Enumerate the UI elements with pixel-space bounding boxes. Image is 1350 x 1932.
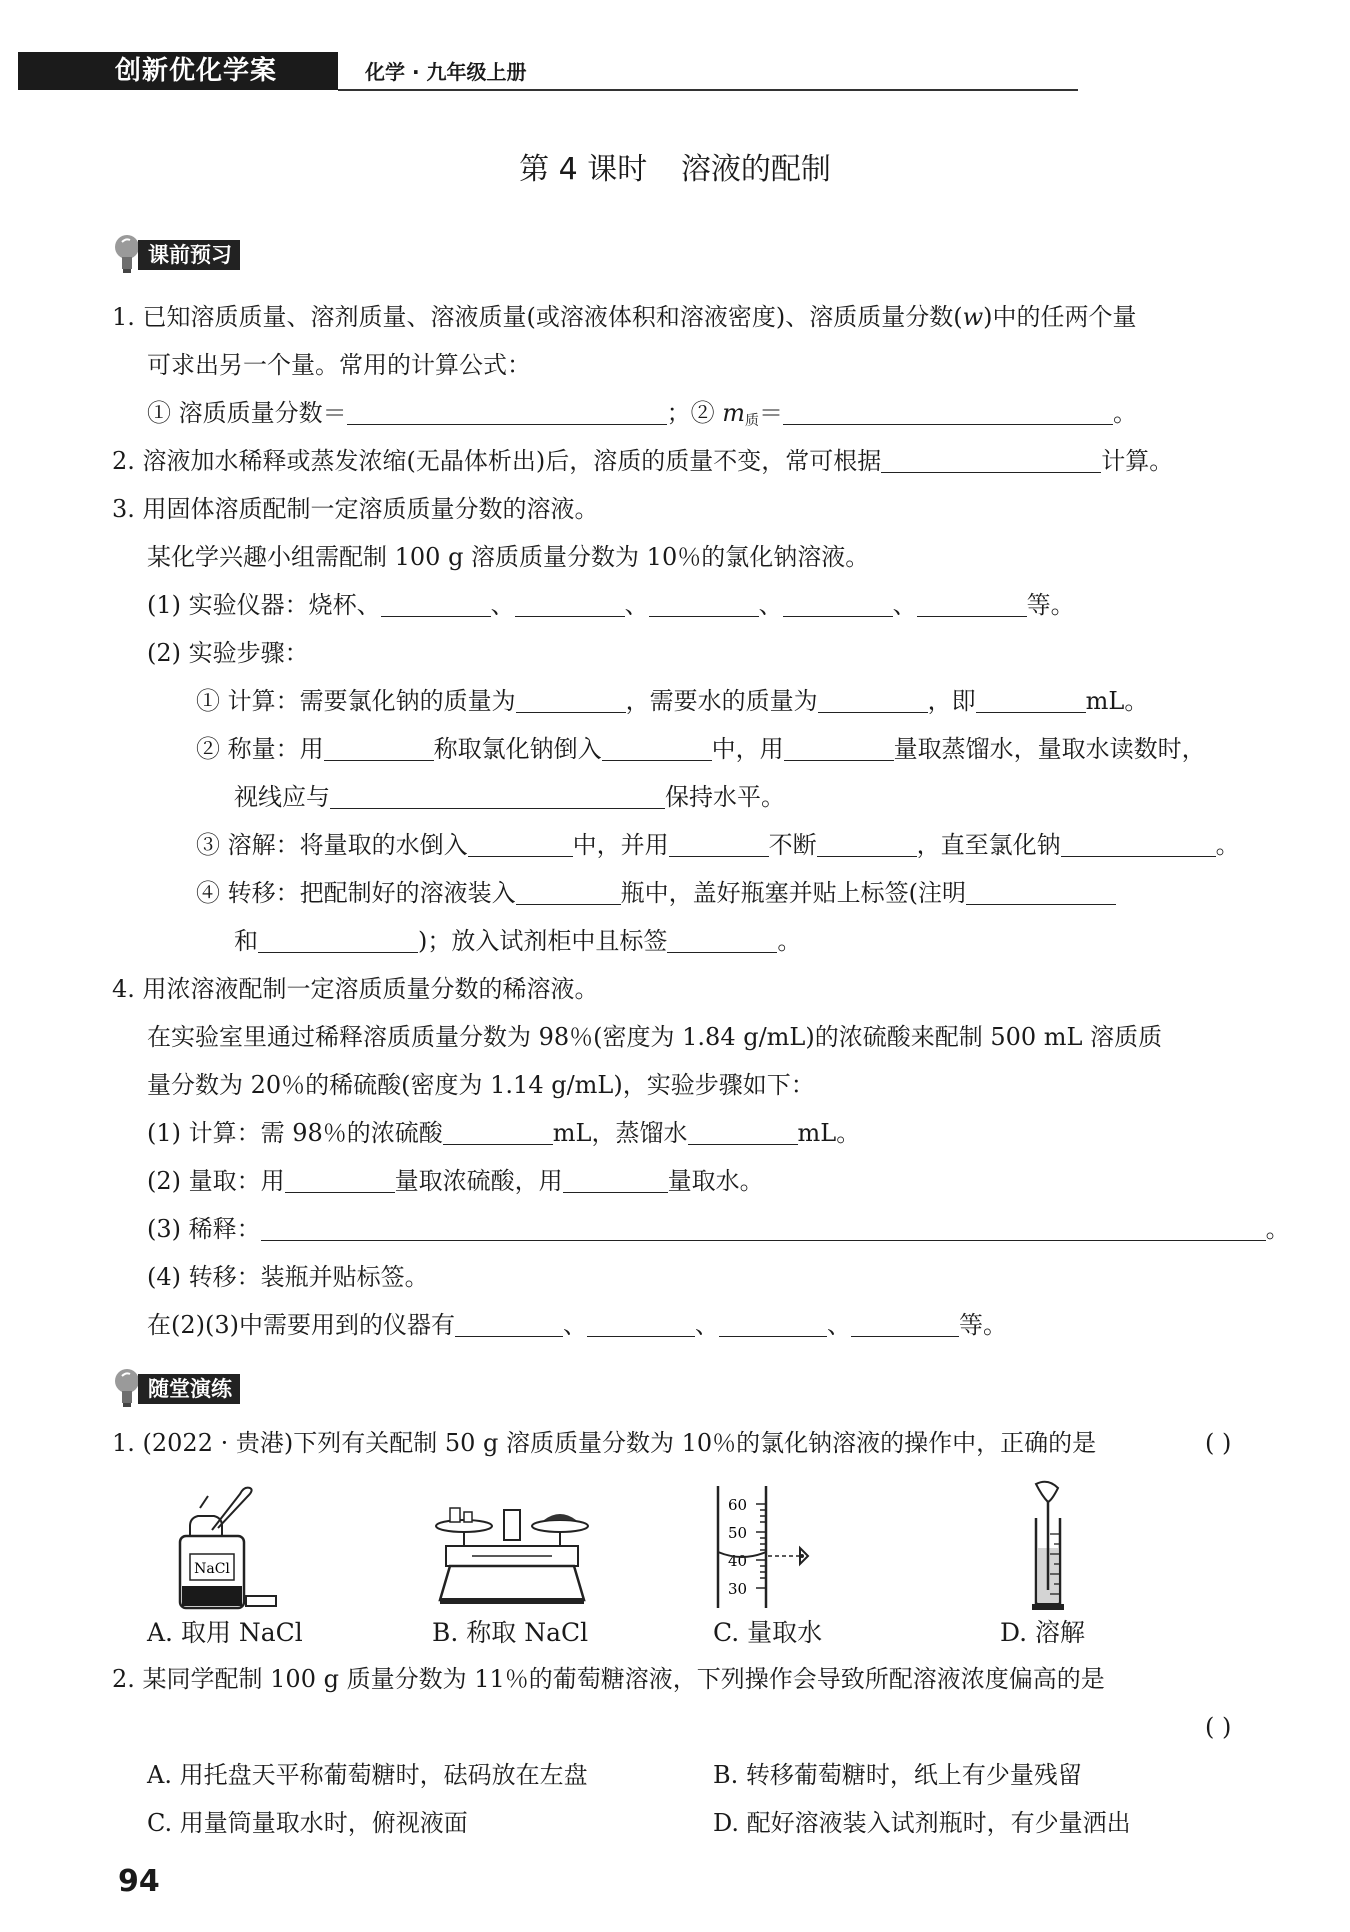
c2-b: 量取浓硫酸，用 <box>394 1167 563 1195</box>
option-d-label[interactable]: D. 溶解 <box>1000 1618 1086 1647</box>
c2-c: 量取水。 <box>667 1167 764 1195</box>
s2-f: 保持水平。 <box>665 783 785 811</box>
formula-sep: ；② <box>666 399 715 427</box>
option-c-label[interactable]: C. 量取水 <box>713 1618 823 1647</box>
q4-line1: 4. 用浓溶液配制一定溶质质量分数的稀溶液。 <box>112 975 599 1003</box>
blank-nacl-mass[interactable] <box>516 688 626 713</box>
q1-line1: 1. 已知溶质质量、溶剂质量、溶液质量(或溶液体积和溶液密度)、溶质质量分数(𝑤)中的任两个量 <box>112 303 1137 331</box>
figure-take-nacl <box>170 1486 290 1616</box>
option-b-label[interactable]: B. 称取 NaCl <box>432 1618 589 1647</box>
blank-acid-measure-tool[interactable] <box>285 1168 395 1193</box>
blank-instrument-3[interactable] <box>649 592 759 617</box>
c1-a: (1) 计算：需 98％的浓硫酸 <box>147 1119 443 1147</box>
blank-water-mass[interactable] <box>818 688 928 713</box>
blank-label-facing[interactable] <box>667 928 777 953</box>
q2-option-a[interactable]: A. 用托盘天平称葡萄糖时，砝码放在左盘 <box>147 1761 588 1789</box>
q3-p2: (2) 实验步骤： <box>147 639 309 667</box>
s4-a: ④ 转移：把配制好的溶液装入 <box>196 879 516 907</box>
blank-q4-inst-1[interactable] <box>455 1312 563 1337</box>
q3-line2: 某化学兴趣小组需配制 100 g 溶质质量分数为 10％的氯化钠溶液。 <box>147 543 870 571</box>
blank-dilution-method[interactable] <box>261 1216 1266 1241</box>
blank-sightline[interactable] <box>330 784 665 809</box>
blank-stir-tool[interactable] <box>669 832 769 857</box>
formula-end: 。 <box>1113 399 1138 427</box>
cyl-tick-60: 60 <box>728 1496 748 1514</box>
q2-option-c[interactable]: C. 用量筒量取水时，俯视液面 <box>147 1809 468 1837</box>
q2-text: 2. 溶液加水稀释或蒸发浓缩(无晶体析出)后，溶质的质量不变，常可根据 <box>112 447 882 475</box>
page-number: 94 <box>118 1864 160 1899</box>
blank-q4-inst-2[interactable] <box>587 1312 695 1337</box>
s4-e: 。 <box>777 927 802 955</box>
q3-step2 <box>196 732 1206 766</box>
c5-a: 在(2)(3)中需要用到的仪器有 <box>147 1311 455 1339</box>
q3-line1: 3. 用固体溶质配制一定溶质质量分数的溶液。 <box>112 495 599 523</box>
blank-bottle-type[interactable] <box>516 880 621 905</box>
q4-transfer: (4) 转移：装瓶并贴标签。 <box>147 1263 429 1291</box>
s4-b: 瓶中，盖好瓶塞并贴上标签(注明 <box>620 879 967 907</box>
s1-d: mL。 <box>1085 687 1149 715</box>
practice-q1-answer-paren[interactable]: ( ) <box>1205 1429 1232 1457</box>
figure-measure-water <box>712 1482 832 1612</box>
blank-instrument-4[interactable] <box>783 592 893 617</box>
blank-solute-mass-formula[interactable] <box>783 400 1113 425</box>
q2-option-d[interactable]: D. 配好溶液装入试剂瓶时，有少量洒出 <box>713 1809 1131 1837</box>
brand-title: 创新优化学案 <box>115 56 278 86</box>
section-preview-label: 课前预习 <box>138 240 240 270</box>
blank-label-item-1[interactable] <box>966 880 1116 905</box>
s3-e: 。 <box>1215 831 1240 859</box>
formula-2-m: 𝑚 <box>722 399 746 427</box>
q3-step1 <box>196 684 1148 718</box>
blank-instrument-2[interactable] <box>515 592 625 617</box>
c3-b: 。 <box>1265 1215 1290 1243</box>
c3-a: (3) 稀释： <box>147 1215 261 1243</box>
s3-a: ③ 溶解：将量取的水倒入 <box>196 831 468 859</box>
q3-instruments <box>147 588 1075 622</box>
s4-d: )；放入试剂柜中且标签 <box>418 927 668 955</box>
q1-formulas <box>147 396 1137 438</box>
sep: 、 <box>695 1311 719 1339</box>
formula-2-eq: ＝ <box>759 399 784 427</box>
formula-2-sub: 质 <box>745 413 760 429</box>
q3-step3 <box>196 828 1240 862</box>
blank-q4-inst-3[interactable] <box>719 1312 827 1337</box>
s1-b: ，需要水的质量为 <box>625 687 818 715</box>
s3-d: ，直至氯化钠 <box>916 831 1061 859</box>
option-a-label[interactable]: A. 取用 NaCl <box>147 1618 303 1647</box>
q2-option-b[interactable]: B. 转移葡萄糖时，纸上有少量残留 <box>713 1761 1082 1789</box>
blank-dissolved[interactable] <box>1061 832 1216 857</box>
q4-calc <box>147 1116 860 1150</box>
blank-measure-tool[interactable] <box>784 736 894 761</box>
s2-d: 量取蒸馏水，量取水读数时， <box>893 735 1206 763</box>
practice-q1: 1. (2022 · 贵港)下列有关配制 50 g 溶质质量分数为 10％的氯化钠溶液的操作中，正确的是 <box>112 1429 1097 1457</box>
lesson-number: 第 4 课时 <box>519 152 648 187</box>
s4-c: 和 <box>234 927 258 955</box>
s1-a: ① 计算：需要氯化钠的质量为 <box>196 687 516 715</box>
s3-b: 中，并用 <box>572 831 669 859</box>
q1-line2: 可求出另一个量。常用的计算公式： <box>147 351 531 379</box>
q3-step2-cont <box>234 780 785 814</box>
subject-label: 化学 · 九年级上册 <box>365 60 527 84</box>
page-title <box>0 150 1350 190</box>
sep: 、 <box>490 591 515 619</box>
section-practice-label: 随堂演练 <box>138 1374 240 1404</box>
formula-1-label: ① 溶质质量分数＝ <box>147 399 347 427</box>
blank-water-volume-2[interactable] <box>688 1120 798 1145</box>
s2-e: 视线应与 <box>234 783 330 811</box>
cyl-tick-50: 50 <box>728 1524 748 1542</box>
blank-mass-fraction-formula[interactable] <box>347 400 667 425</box>
header-rule <box>338 89 1078 91</box>
blank-container[interactable] <box>602 736 712 761</box>
blank-instrument-5[interactable] <box>917 592 1027 617</box>
practice-q2: 2. 某同学配制 100 g 质量分数为 11％的葡萄糖溶液，下列操作会导致所配溶液浓度偏高的是 <box>112 1665 1105 1693</box>
c2-a: (2) 量取：用 <box>147 1167 285 1195</box>
lesson-topic: 溶液的配制 <box>680 152 831 187</box>
s2-c: 中，用 <box>711 735 784 763</box>
sep: 、 <box>758 591 783 619</box>
q4-line3: 量分数为 20％的稀硫酸(密度为 1.14 g/mL)，实验步骤如下： <box>147 1071 815 1099</box>
figure-weigh-nacl <box>432 1490 592 1610</box>
blank-stir-action[interactable] <box>817 832 917 857</box>
q4-dilute <box>147 1212 1290 1246</box>
q4-line2: 在实验室里通过稀释溶质质量分数为 98％(密度为 1.84 g/mL)的浓硫酸来配制 500 mL 溶质质 <box>147 1023 1163 1051</box>
sep: 、 <box>827 1311 851 1339</box>
s1-c: ，即 <box>927 687 976 715</box>
cyl-tick-30: 30 <box>728 1580 748 1598</box>
c1-b: mL，蒸馏水 <box>552 1119 688 1147</box>
q2-line <box>112 444 1173 478</box>
blank-dissolve-vessel[interactable] <box>468 832 573 857</box>
sep: 、 <box>624 591 649 619</box>
blank-weigh-tool[interactable] <box>324 736 434 761</box>
s2-a: ② 称量：用 <box>196 735 324 763</box>
q3-p1-label: (1) 实验仪器：烧杯、 <box>147 591 381 619</box>
blank-water-volume[interactable] <box>976 688 1086 713</box>
blank-q4-inst-4[interactable] <box>851 1312 959 1337</box>
q3-step4 <box>196 876 1116 910</box>
q3-step4-cont <box>234 924 801 958</box>
s2-b: 称取氯化钠倒入 <box>433 735 602 763</box>
figure-dissolve <box>1008 1478 1088 1614</box>
blank-q2[interactable] <box>881 448 1101 473</box>
q4-instruments <box>147 1308 1007 1342</box>
cyl-tick-40: 40 <box>728 1552 748 1570</box>
deng: 等。 <box>959 1311 1007 1339</box>
c1-c: mL。 <box>797 1119 861 1147</box>
deng: 等。 <box>1026 591 1075 619</box>
blank-label-item-2[interactable] <box>258 928 418 953</box>
blank-instrument-1[interactable] <box>381 592 491 617</box>
q2-end: 计算。 <box>1101 447 1174 475</box>
blank-water-measure-tool[interactable] <box>563 1168 668 1193</box>
sep: 、 <box>563 1311 587 1339</box>
bottle-label: NaCl <box>194 1561 230 1577</box>
q4-measure <box>147 1164 764 1198</box>
blank-conc-acid-volume[interactable] <box>443 1120 553 1145</box>
practice-q2-answer-paren[interactable]: ( ) <box>1205 1713 1232 1741</box>
s3-c: 不断 <box>768 831 817 859</box>
sep: 、 <box>892 591 917 619</box>
